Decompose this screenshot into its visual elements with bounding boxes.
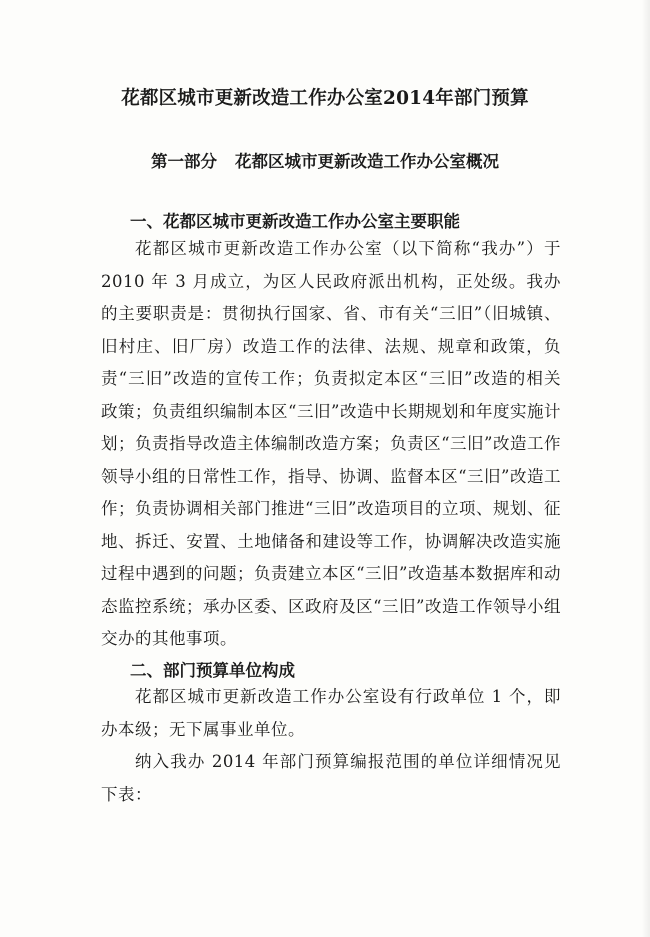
- part-label: 第一部分: [151, 152, 217, 171]
- part-heading: [0, 148, 650, 172]
- page-edge-shadow: [642, 0, 650, 937]
- document-title: 花都区城市更新改造工作办公室2014年部门预算: [121, 88, 529, 109]
- paragraph-budget-scope: 纳入我办 2014 年部门预算编报范围的单位详细情况见下表：: [101, 752, 561, 804]
- paragraph-budget-units: 花都区城市更新改造工作办公室设有行政单位 1 个，即办本级；无下属事业单位。: [101, 687, 561, 739]
- section-heading-budget-units: 二、部门预算单位构成: [130, 661, 295, 680]
- paragraph-functions: 花都区城市更新改造工作办公室（以下简称“我办”）于 2010 年 3 月成立，为区人民政府派出机构，正处级。我办的主要职责是：贯彻执行国家、省、市有关“三旧”（旧城镇、旧村庄、旧厂房）改造工作的法律、法规、规章和政策，负责“三旧”改造的宣传工作；负责拟定本区“三旧”改造的相关政策；负责组织编制本区“三旧”改造中长期规划和年度实施计划；负责指导改造主体编制改造方案；负责区“三旧”改造工作领导小组的日常性工作，指导、协调、监督本区“三旧”改造工作；负责协调相关部门推进“三旧”改造项目的立项、规划、征地、拆迁、安置、土地储备和建设等工作，协调解决改造实施过程中遇到的问题；负责建立本区“三旧”改造基本数据库和动态监控系统；承办区委、区政府及区“三旧”改造工作领导小组交办的其他事项。: [101, 239, 561, 648]
- part-title: 花都区城市更新改造工作办公室概况: [235, 152, 499, 171]
- section-heading-functions: 一、花都区城市更新改造工作办公室主要职能: [130, 212, 460, 231]
